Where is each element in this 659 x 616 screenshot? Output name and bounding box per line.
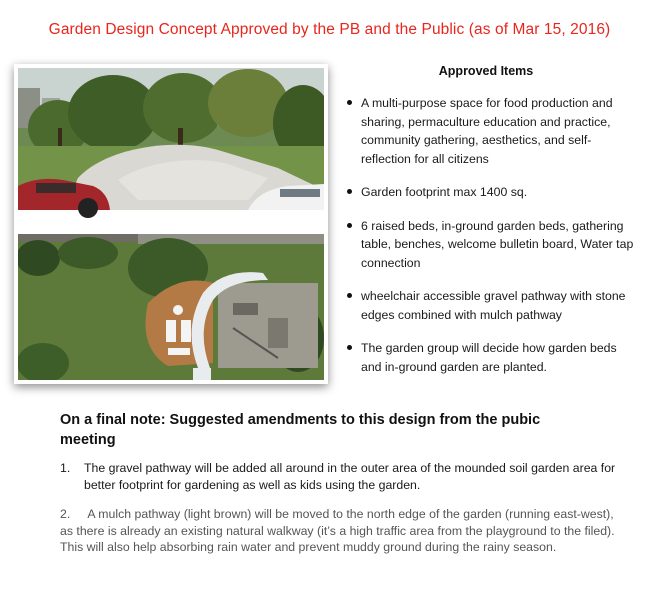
amendment-number: 1. bbox=[60, 461, 71, 475]
approved-item: Garden footprint max 1400 sq. bbox=[345, 183, 635, 202]
bullet-icon bbox=[347, 100, 352, 105]
amendment-item bbox=[60, 506, 620, 556]
approved-item: wheelchair accessible gravel pathway with stone edges combined with mulch pathway bbox=[345, 287, 635, 324]
bullet-icon bbox=[347, 223, 352, 228]
aerial-plan-photo bbox=[18, 234, 324, 380]
garden-photos-card bbox=[14, 64, 328, 384]
approved-item: A multi-purpose space for food production and sharing, permaculture education and practice, community gathering, aesthetics, and self-reflection for all citizens bbox=[345, 94, 635, 168]
approved-items-heading: Approved Items bbox=[438, 64, 534, 78]
bullet-icon bbox=[347, 189, 352, 194]
street-view-photo bbox=[18, 68, 324, 218]
bullet-icon bbox=[347, 293, 352, 298]
approved-items-list bbox=[345, 94, 635, 391]
page-title: Garden Design Concept Approved by the PB and the Public (as of Mar 15, 2016) bbox=[48, 21, 611, 38]
garden-photos bbox=[18, 68, 324, 380]
approved-item: The garden group will decide how garden beds and in-ground garden are planted. bbox=[345, 339, 635, 376]
amendment-item bbox=[60, 460, 620, 494]
amendment-text: The gravel pathway will be added all around in the outer area of the mounded soil garden area for better footprint for gardening as well as kids using the garden. bbox=[84, 461, 616, 492]
amendment-number: 2. bbox=[60, 507, 71, 521]
bullet-icon bbox=[347, 345, 352, 350]
amendment-text: A mulch pathway (light brown) will be moved to the north edge of the garden (running east-west), as there is already an existing natural walkway (it’s a high traffic area from the playground to the filed). This will also help absorbing rain water and prevent muddy ground during the rainy season. bbox=[60, 507, 615, 554]
approved-item: 6 raised beds, in-ground garden beds, gathering table, benches, welcome bulletin board, Water tap connection bbox=[345, 217, 635, 273]
final-note-heading: On a final note: Suggested amendments to this design from the pubic meeting bbox=[60, 412, 541, 448]
